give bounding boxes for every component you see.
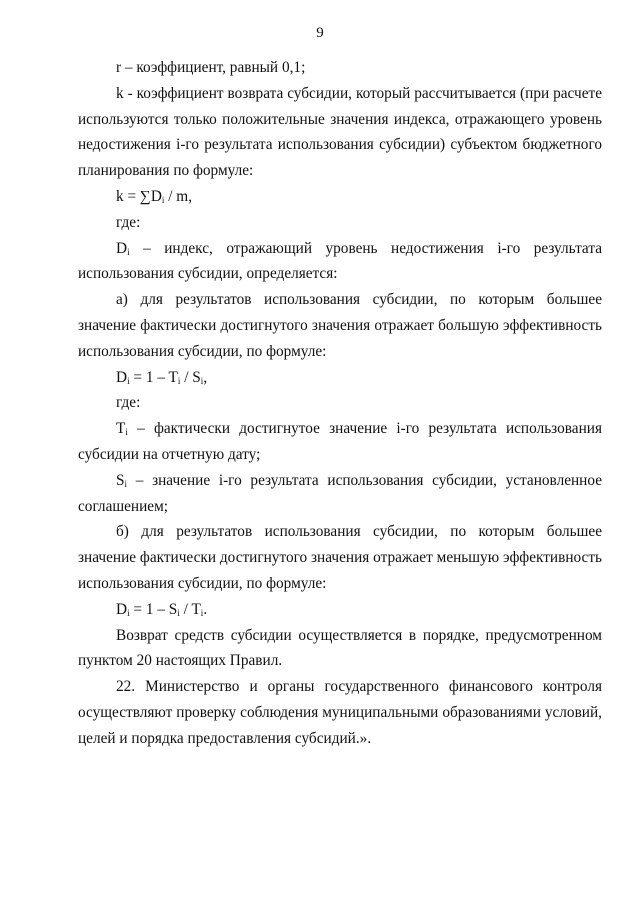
- paragraph-22: 22. Министерство и органы государственного финансового контроля осуществляют проверку соблюдения муниципальными образованиями условий, целей и порядка предоставления субсидий.».: [78, 678, 602, 747]
- where-label: где:: [116, 213, 141, 231]
- paragraph-di-definition: $D_i$ – индекс, отражающий уровень недостижения i-го результата использования субсидии, определяется:: [78, 239, 602, 283]
- where-label: где:: [116, 394, 141, 412]
- paragraph-return: Возврат средств субсидии осуществляется в порядке, предусмотренном пунктом 20 настоящих Правил.: [78, 626, 602, 670]
- page-number: 9: [316, 25, 324, 41]
- paragraph-r-coefficient: r – коэффициент, равный 0,1;: [116, 59, 306, 76]
- paragraph-si-definition: $S_i$ – значение i-го результата использования субсидии, установленное соглашением;: [78, 471, 602, 515]
- paragraph-ti-definition: $T_i$ – фактически достигнутое значение i-го результата использования субсидии на отчетную дату;: [78, 420, 602, 463]
- formula-di-a: $D_i = 1 - T_i / S_i$,: [116, 368, 208, 386]
- formula-k: $k = \sum D_i / m$,: [116, 187, 193, 205]
- paragraph-k-coefficient: k - коэффициент возврата субсидии, который рассчитывается (при расчете используются только положительные значения индекса, отражающего уровень недостижения i-го результата использования субсидии) субъектом бюджетного планирования по формуле:: [78, 84, 602, 180]
- formula-di-b: $D_i = 1 - S_i / T_i$.: [116, 600, 208, 618]
- paragraph-item-a: а) для результатов использования субсидии, по которым большее значение фактически достигнутого значения отражает большую эффективность использования субсидии, по формуле:: [78, 291, 602, 360]
- document-body: [78, 55, 602, 752]
- paragraph-item-b: б) для результатов использования субсидии, по которым большее значение фактически достигнутого значения отражает меньшую эффективность использования субсидии, по формуле:: [78, 523, 602, 592]
